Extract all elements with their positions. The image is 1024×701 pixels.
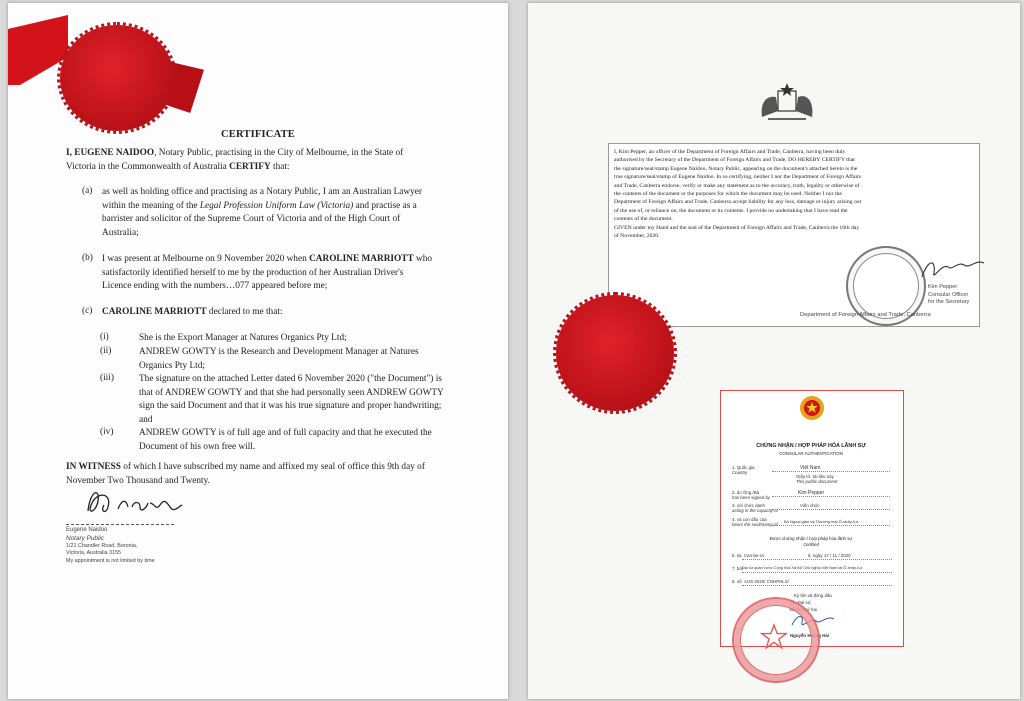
appointment-note: My appointment is not limited by time [66,558,155,565]
vn-field-label: Country [732,470,748,475]
sub-item-text [139,427,489,454]
dfat-line: I, Kim Pepper, an officer of the Department of Foreign Affairs and Trade, Canberra, having been duly [614,149,846,155]
intro-text-3: that: [270,161,290,172]
dfat-line: true signature/seal/stamp of Eugene Naidoo. In so certifying, neither I nor the Department of Foreign Affairs [614,174,862,181]
signatory-block [66,527,155,566]
vn-section-subtitle: Certified [803,542,819,547]
person-name: CAROLINE MARRIOTT [309,254,414,264]
signatory-name: Eugene Naidoo [66,527,108,533]
dfat-department: Department of Foreign Affairs and Trade, Canberra [800,312,931,318]
vn-field-label: Giấy tờ, tài liệu này [796,474,834,479]
vn-sig-block: TL. Đại sứ [790,600,811,605]
consular-title: CHỨNG NHẬN / HỢP PHÁP HÓA LÃNH SỰ [756,443,866,449]
signature-line [66,524,174,525]
vn-field-label: bears the seal/stamp of [732,522,778,527]
vn-field-value: AUS-2020/ CNHPHLS/ [744,579,789,584]
signatory-address: 1/21 Chandler Road, Boronia, [66,542,138,549]
item-c-label: (c) [82,306,93,316]
dfat-line: the signature/seal/stamp Eugene Naidoo, Notary Public, appearing on the document's attached hereto is the [614,165,858,172]
sub-item-line: ANDREW GOWTY is the Research and Development Manager at Natures [139,347,419,357]
seal-edge [57,22,177,134]
vn-section-title: Được chứng nhận / hợp pháp hóa lãnh sự [769,536,853,541]
item-b-line: who [413,254,433,264]
vn-field-label: has been signed by [732,495,771,500]
vn-field-value: Viên chức [800,503,820,508]
vn-field-label: 6. ngày [808,553,823,558]
star-icon [760,623,788,651]
witness-line: of which I have subscribed my name and affixed my seal of office this 9th day of [120,462,425,472]
item-b-line: I was present at Melbourne on 9 November 2020 when [102,254,310,264]
sub-item-num: (ii) [100,346,112,356]
item-c-line: declared to me that: [206,307,283,317]
item-a-line: as well as holding office and practising as a Notary Public, I am an Australian Lawyer [102,187,422,197]
sub-item-text [139,332,489,346]
item-b-text [102,253,492,294]
item-b-line: satisfactorily identified herself to me by the production of her Australian Driver's [102,267,404,278]
sub-item-line: ANDREW GOWTY is of full age and of full capacity and that he executed the [139,428,432,438]
certify-word: CERTIFY [229,161,271,172]
notary-name: I, EUGENE NAIDOO [66,148,155,158]
vn-field-label: 1. Quốc gia [732,465,755,470]
sub-item-line: She is the Export Manager at Natures Organics Pty Ltd; [139,333,347,343]
legalisation-page [528,3,1020,699]
dfat-line: of the use of, or reliance on, the document or its contents. I provide no undertaking that I have read the [614,207,848,214]
vn-dotted-line [772,471,890,472]
intro-text: , Notary Public, practising in the City of Melbourne, in the State of [154,148,404,158]
item-a-text [102,186,492,240]
sub-item-text [139,373,494,427]
vn-field-label: acting in the capacity of [732,508,778,513]
notary-signature [78,481,198,521]
vn-field-label: 8. số [732,579,742,584]
vn-signer-name: Nguyễn Hoàng Hải [790,633,830,638]
vn-field-label: 7. bởi [732,566,744,571]
intro-text-2: Victoria in the Commonwealth of Australia [66,161,230,172]
vn-field-value: Kim Pepper [798,490,825,496]
sub-item-text [139,346,489,373]
item-b-line: Licence ending with the numbers…077 appeared before me; [102,281,328,292]
intro-paragraph [66,147,486,174]
vn-dotted-line [742,572,892,573]
vn-field-value: Bộ Ngoại giao và Thương mại Ô-xtrây-li-a [784,519,859,524]
sub-item-line: Organics Pty Ltd; [139,360,205,371]
sub-item-line: Document of his own free will. [139,441,256,452]
dfat-signature [918,253,988,283]
vn-field-value: Đại sứ quán nước Cộng hòa Xã hội Chủ nghĩa Việt Nam tại Ô-xtrây-li-a [742,566,863,570]
dfat-line: and Trade, Canberra endorse, verify or make any statement as to the accuracy, truth, legality or otherwise of [614,182,860,189]
law-name: Legal Profession Uniform Law (Victoria) [199,200,354,211]
sub-item-num: (iii) [100,373,114,383]
certificate-title: CERTIFICATE [221,129,295,140]
vn-field-label: 4. và con dấu của [732,517,767,522]
item-a-line: barrister and solicitor of the Supreme Court of Victoria and of the High Court of [102,214,401,225]
dfat-position: Consular Officer [928,291,969,298]
australian-coat-of-arms-icon [756,81,818,125]
vn-field-label: 5. tại [732,553,742,558]
vn-field-value: Việt Nam [800,465,821,471]
dfat-line: GIVEN under my Hand and the seal of the Department of Foreign Affairs and Trade, Canberra the 16th day [614,224,860,231]
dfat-signer: Kim Pepper [928,284,958,290]
vn-sig-block: Bí thư thứ hai [790,607,817,612]
vn-dotted-line [742,559,892,560]
vn-field-label: This public document [796,479,838,484]
signatory-address: Victoria, Australia 3155 [66,550,122,557]
witness-bold: IN WITNESS [66,462,121,472]
dfat-line: contents of the document. [614,216,673,223]
sub-item-line: The signature on the attached Letter dated 6 November 2020 ("the Document") is [139,374,442,384]
item-a-line: Australia; [102,227,139,238]
dfat-line: authorised by the Secretary of the Department of Foreign Affairs and Trade, DO HEREBY CERTIFY that [614,157,855,164]
item-a-label: (a) [82,186,93,196]
person-name: CAROLINE MARRIOTT [102,307,207,317]
sub-item-line: and [139,414,153,425]
vn-sig-block: Ký tên và đóng dấu [794,593,832,598]
vn-dotted-line [772,509,890,510]
item-a-line: within the meaning of the [102,200,200,211]
dfat-certificate-text [614,148,986,240]
consular-subtitle: CONSULAR AUTHENTICATION [779,451,843,456]
dfat-line: Department of Foreign Affairs and Trade, Canberra accept liability for any loss, damage or injury arising out [614,199,862,206]
seal-edge [553,292,677,414]
vietnam-emblem-icon [799,395,825,421]
sub-item-num: (iv) [100,427,114,437]
vn-dotted-line [772,525,890,526]
witness-line: November Two Thousand and Twenty. [66,475,210,486]
dfat-position: for the Secretary [928,299,970,306]
vn-field-value: Can-be-ra [744,553,764,558]
signatory-role: Notary Public [66,534,105,542]
vn-field-value: 17 / 11 / 2020 [824,553,851,558]
vn-field-label: 2. do Ông /Bà [732,490,760,495]
item-b-label: (b) [82,253,93,263]
sub-item-line: sign the said Document and that it was his true signature and proper handwriting; [139,401,442,412]
item-c-text [102,306,492,320]
vn-dotted-line [772,496,890,497]
vn-dotted-line [742,585,892,586]
dfat-signer-block [928,284,969,307]
notary-certificate-page [8,3,508,699]
dfat-line: the contents of the document or the purposes for which the document may be used. Neither I nor the [614,191,842,198]
dfat-line: of November, 2020. [614,233,660,240]
sub-item-line: that of ANDREW GOWTY and that she had personally seen ANDREW GOWTY [139,387,444,398]
sub-item-num: (i) [100,332,109,342]
vn-field-label: 3. với chức danh [732,503,765,508]
item-a-line: and practise as a [353,200,417,211]
